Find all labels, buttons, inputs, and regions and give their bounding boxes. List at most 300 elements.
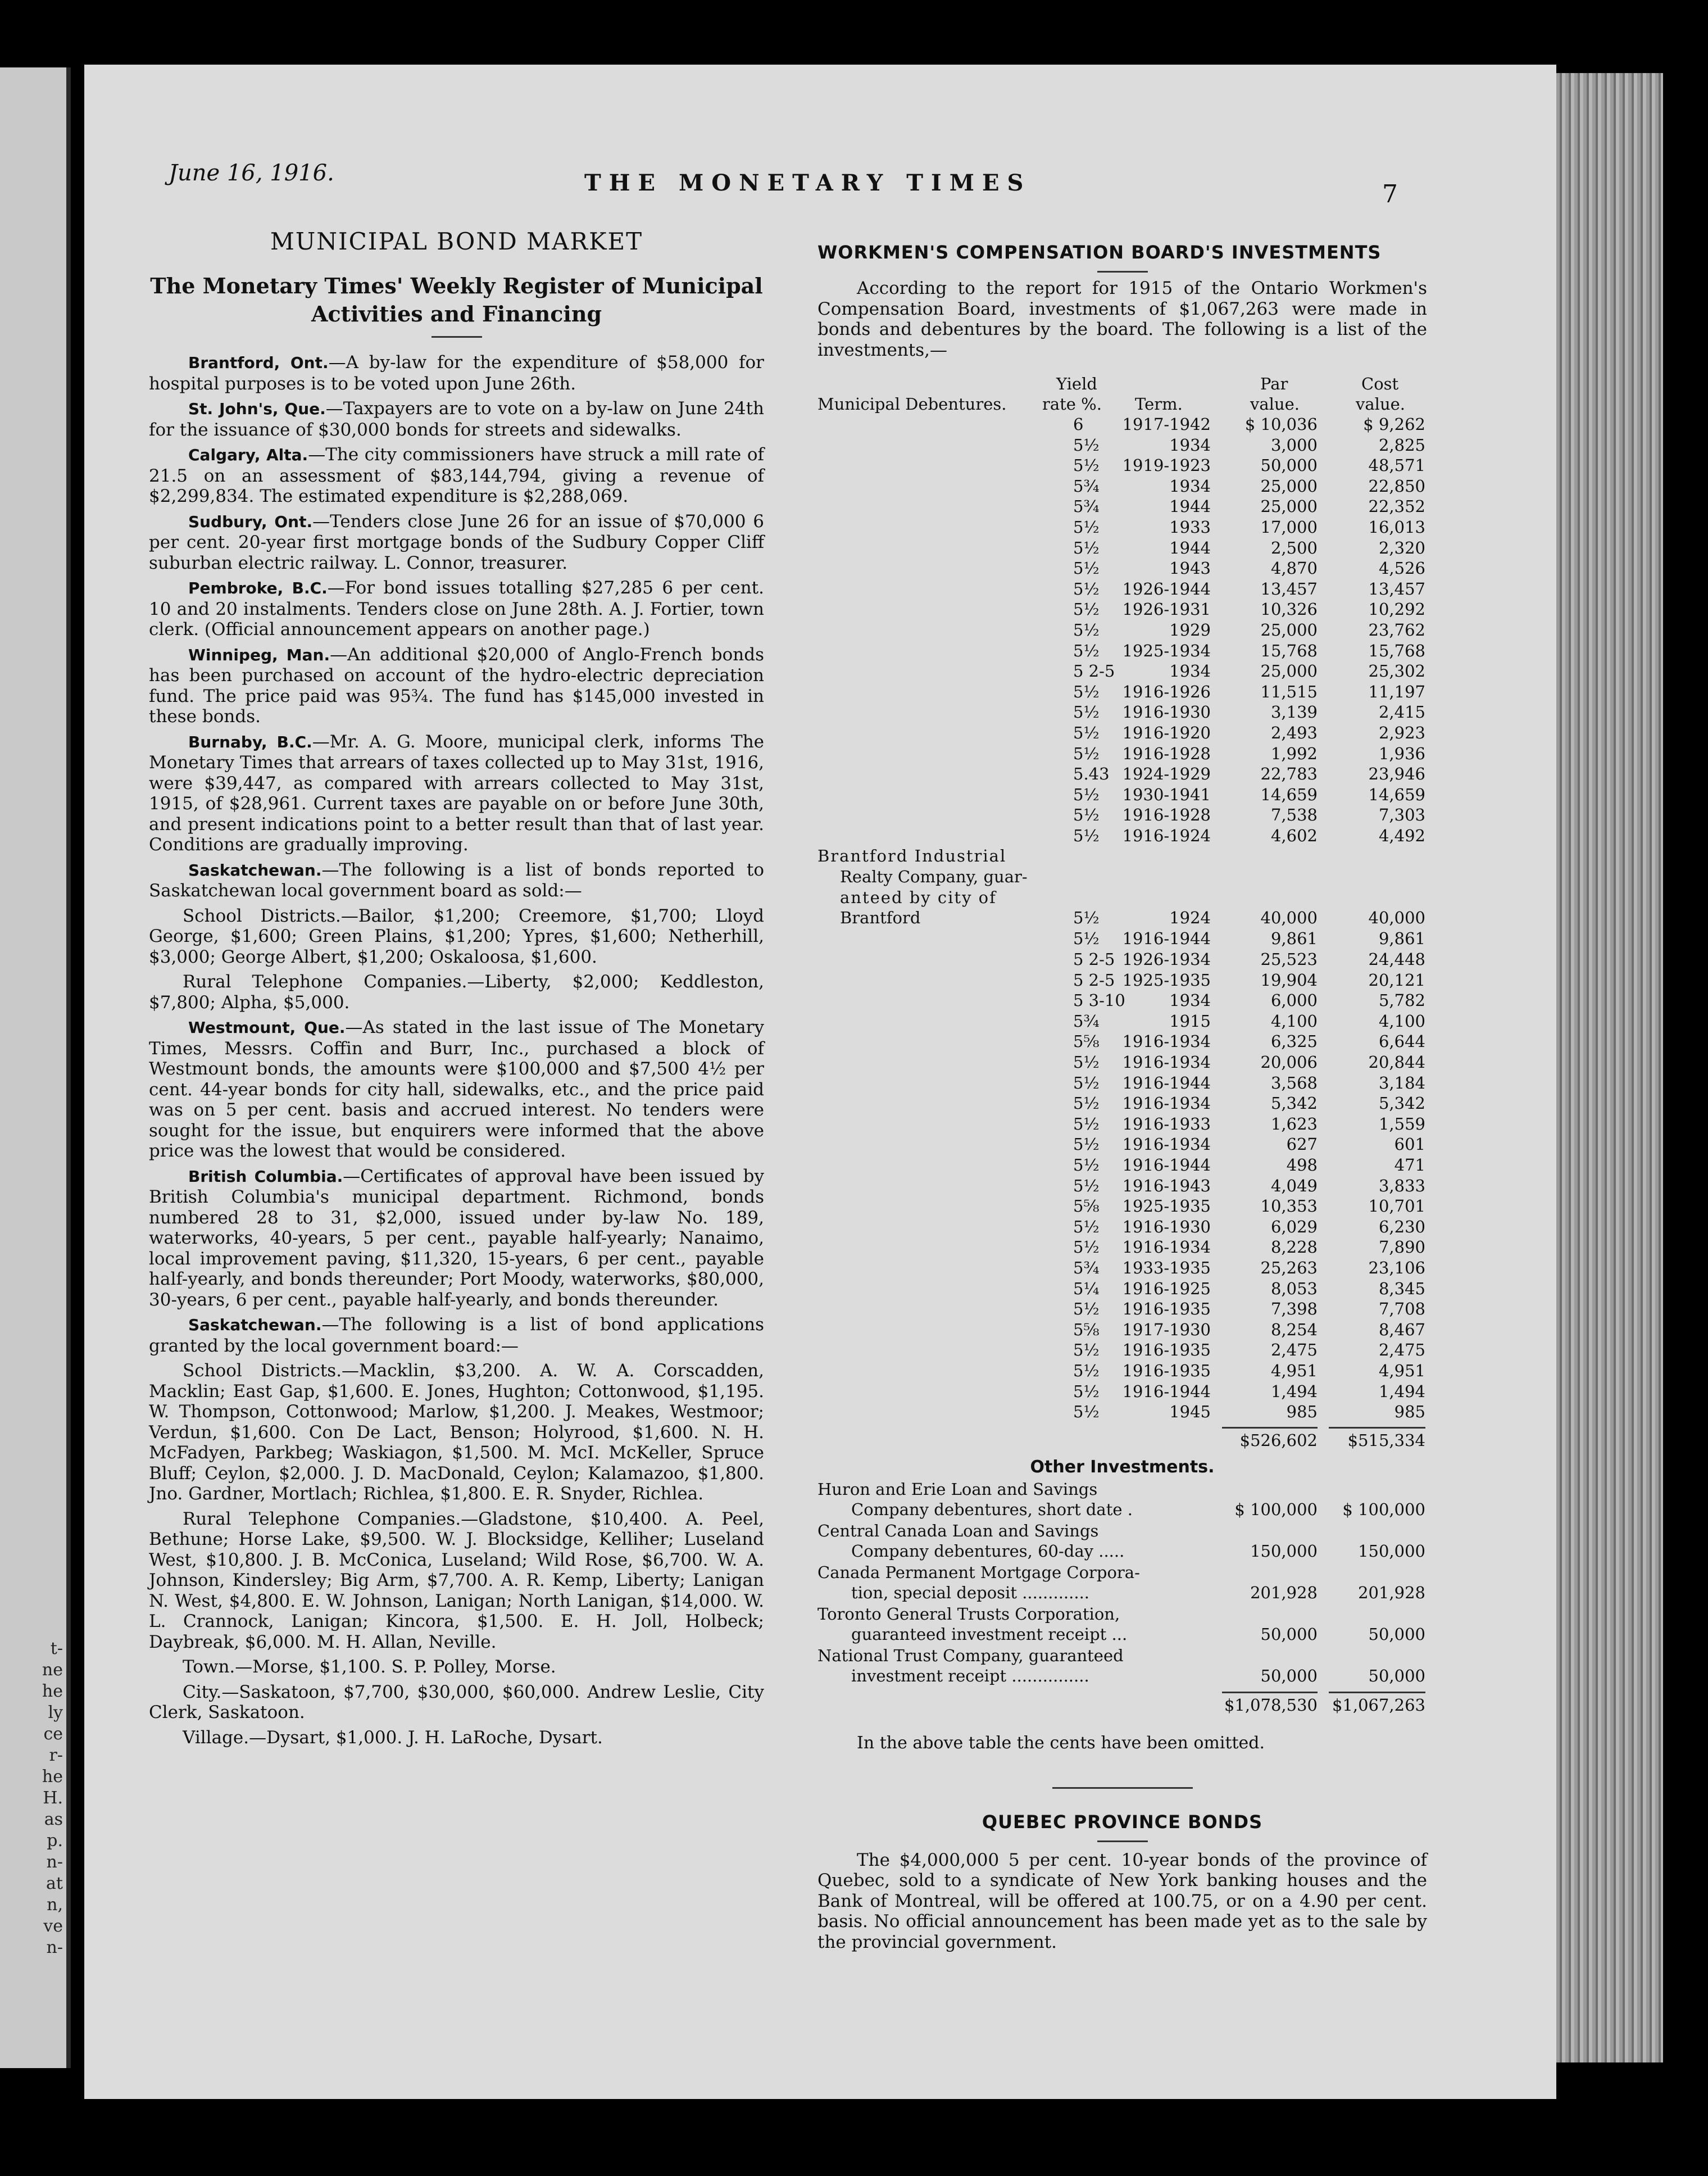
row-rate: 5½: [1073, 559, 1100, 578]
row-term: 1916-1934: [1122, 1032, 1211, 1051]
left-column: [149, 228, 764, 1752]
row-rate: 5¾: [1073, 497, 1100, 516]
row-par: 4,870: [1270, 559, 1318, 578]
row-rate: 5½: [1073, 1114, 1100, 1134]
table-row: [817, 1340, 1427, 1361]
item-text: —A by-law for the expenditure of $58,000 for hospital purposes is to be voted upon June 26th.: [149, 352, 764, 394]
row-par: 5,342: [1270, 1094, 1318, 1113]
margin-fragment: at: [46, 1874, 63, 1893]
table-body-continued: [817, 928, 1427, 1422]
row-cost: 23,946: [1368, 764, 1425, 784]
row-cost: 4,526: [1378, 559, 1425, 578]
row-term: 1916-1943: [1122, 1176, 1211, 1195]
row-term: 1933-1935: [1122, 1258, 1211, 1277]
row-term: 1926-1944: [1122, 579, 1211, 599]
row-cost: 3,184: [1378, 1073, 1425, 1092]
row-par: 3,568: [1270, 1073, 1318, 1092]
row-term: 1919-1923: [1122, 456, 1211, 475]
table-row: [817, 517, 1427, 538]
item-place: Winnipeg, Man.: [188, 645, 330, 664]
table-row: [817, 1258, 1427, 1279]
row-rate: 5½: [1073, 1340, 1100, 1360]
header-term: Term.: [1135, 395, 1183, 414]
item-text: —As stated in the last issue of The Monetary Times, Messrs. Coffin and Burr, Inc., purchased a block of Westmount bonds, the amounts were $100,000 and $7,500 4½ per cent. 44-year bonds for city hall, sidewalks, etc., and the price paid was on 5 per cent. basis and accrued interest. No tenders were sought for the issue, but enquirers were informed that the above price was the lowest that would be considered.: [149, 1017, 764, 1161]
row-term: 1916-1934: [1122, 1094, 1211, 1113]
margin-fragment: ve: [43, 1916, 63, 1936]
table-row: [817, 723, 1427, 744]
row-term: 1916-1935: [1122, 1340, 1211, 1360]
margin-fragment: ly: [48, 1703, 63, 1722]
row-rate: 5½: [1073, 1299, 1100, 1319]
other-investment-cost: 50,000: [1368, 1666, 1425, 1685]
other-investment-detail: tion, special deposit .............: [851, 1583, 1090, 1602]
row-term: 1916-1944: [1122, 1073, 1211, 1092]
row-term: 1944: [1169, 497, 1211, 516]
other-investment-par: 50,000: [1260, 1624, 1318, 1644]
header-cost: value.: [1356, 395, 1406, 414]
margin-fragment: as: [44, 1810, 63, 1829]
register-item: [149, 352, 764, 394]
row-rate: 5½: [1073, 1217, 1100, 1236]
row-cost: 985: [1394, 1402, 1425, 1422]
table-row: [817, 661, 1427, 682]
row-term: 1926-1931: [1122, 600, 1211, 619]
item-text: —Tenders close June 26 for an issue of $70,000 6 per cent. 20-year first mortgage bonds of the Sudbury Copper Cliff suburban electric railway. L. Connor, treasurer.: [149, 511, 765, 573]
register-item: [149, 1314, 764, 1356]
row-term: 1925-1935: [1122, 1196, 1211, 1216]
row-term: 1915: [1169, 1011, 1211, 1031]
other-investment-cost: 50,000: [1368, 1624, 1425, 1644]
row-rate: 5½: [1073, 641, 1100, 660]
row-rate: 5½: [1073, 744, 1100, 763]
row-par: 6,029: [1270, 1217, 1318, 1236]
item-place: Saskatchewan.: [188, 1316, 322, 1334]
table-row: [817, 476, 1427, 497]
item-place: Brantford, Ont.: [188, 353, 329, 372]
row-par: 10,326: [1260, 600, 1318, 619]
row-cost: 11,197: [1368, 682, 1425, 701]
row-term: 1916-1920: [1122, 723, 1211, 742]
row-cost: 5,782: [1378, 991, 1425, 1010]
register-item: [149, 732, 764, 855]
row-rate: 5½: [1073, 1176, 1100, 1195]
item-text: —The following is a list of bonds reported to Saskatchewan local government board as sold:—: [149, 859, 764, 901]
row-rate: 5½: [1073, 1381, 1100, 1401]
row-cost: 4,492: [1378, 826, 1425, 845]
table-row: [817, 538, 1427, 559]
section-subtitle: The Monetary Times' Weekly Register of Municipal Activities and Financing: [150, 273, 763, 327]
table-row: [817, 599, 1427, 620]
table-row: [817, 970, 1427, 991]
row-term: 1916-1926: [1122, 682, 1211, 701]
row-term: 1934: [1169, 476, 1211, 496]
total-rule: [1222, 1692, 1318, 1693]
margin-fragment: ne: [42, 1660, 63, 1680]
header-cost-top: Cost: [1361, 374, 1399, 393]
row-rate: 5½: [1073, 538, 1100, 557]
other-investment-par: 201,928: [1250, 1583, 1318, 1602]
row-cost: 4,951: [1378, 1361, 1425, 1380]
brantford-label-4: Brantford: [840, 908, 921, 928]
row-term: 1929: [1169, 620, 1211, 640]
header-yield-top: Yield: [1056, 374, 1097, 393]
brantford-rate: 5½: [1073, 908, 1100, 928]
quebec-text: The $4,000,000 5 per cent. 10-year bonds of the province of Quebec, sold to a syndicate of New York banking houses and the Bank of Montreal, will be offered at 100.75, or on a 4.90 per cent. basis. No official announcement has been made yet as to the sale by the provincial government.: [817, 1849, 1427, 1952]
row-term: 1916-1924: [1122, 826, 1211, 845]
table-row: [817, 1279, 1427, 1299]
other-investment-name: Toronto General Trusts Corporation,: [817, 1604, 1120, 1624]
row-term: 1934: [1169, 991, 1211, 1010]
row-par: 50,000: [1260, 456, 1318, 475]
other-investment-name: Central Canada Loan and Savings: [817, 1521, 1099, 1540]
other-investment: [817, 1521, 1427, 1562]
row-cost: 7,890: [1378, 1237, 1425, 1257]
other-investment: [817, 1479, 1427, 1521]
item-place: St. John's, Que.: [188, 400, 326, 418]
row-rate: 5½: [1073, 620, 1100, 640]
adjacent-page-edge: [0, 67, 71, 2068]
row-term: 1917-1942: [1122, 415, 1211, 434]
table-row: [817, 949, 1427, 970]
row-term: 1916-1934: [1122, 1053, 1211, 1072]
subtotal-par: $526,602: [1239, 1430, 1318, 1450]
row-term: 1916-1930: [1122, 1217, 1211, 1236]
other-investment-name: National Trust Company, guaranteed: [817, 1645, 1124, 1665]
row-cost: 13,457: [1368, 579, 1425, 599]
row-par: 25,000: [1260, 661, 1318, 681]
row-rate: 5⅝: [1073, 1320, 1100, 1339]
item-subentry: Rural Telephone Companies.—Gladstone, $10,400. A. Peel, Bethune; Horse Lake, $9,500. W. J. Blocksidge, Kelliher; Luseland West, $10,800. J. B. McConica, Luseland; Wild Rose, $6,700. W. A. Johnson, Kindersley; Big Arm, $7,700. A. R. Kemp, Liberty; Lanigan N. West, $4,800. E. W. Johnson, Lanigan; North Lanigan, $14,000. W. L. Crannock, Lanigan; Kincora, $1,500. E. H. Joll, Holbeck; Daybreak, $6,000. M. H. Allan, Neville.: [149, 1508, 764, 1652]
row-par: 985: [1286, 1402, 1318, 1422]
item-text: —The following is a list of bond applications granted by the local government board:—: [149, 1314, 764, 1356]
row-cost: 3,833: [1378, 1176, 1425, 1195]
other-investments-title: Other Investments.: [1030, 1457, 1215, 1477]
table-row: [817, 414, 1427, 435]
row-rate: 5¾: [1073, 1011, 1100, 1031]
item-subentry: Town.—Morse, $1,100. S. P. Polley, Morse.: [183, 1657, 556, 1677]
row-cost: 20,844: [1368, 1053, 1425, 1072]
row-par: 11,515: [1260, 682, 1318, 701]
table-row: [817, 1217, 1427, 1237]
table-row: [817, 1196, 1427, 1217]
row-rate: 5½: [1073, 1155, 1100, 1175]
table-row: [817, 826, 1427, 846]
row-rate: 6: [1073, 415, 1084, 434]
row-rate: 5¾: [1073, 1258, 1100, 1277]
row-cost: 22,352: [1368, 497, 1425, 516]
row-cost: 601: [1394, 1135, 1425, 1154]
item-place: British Columbia.: [188, 1167, 343, 1186]
row-term: 1916-1934: [1122, 1237, 1211, 1257]
row-rate: 5 3-10: [1073, 991, 1125, 1010]
row-term: 1943: [1169, 559, 1211, 578]
row-par: 6,325: [1270, 1032, 1318, 1051]
row-term: 1916-1934: [1122, 1135, 1211, 1154]
row-term: 1916-1935: [1122, 1299, 1211, 1319]
section-title: MUNICIPAL BOND MARKET: [270, 228, 643, 255]
row-cost: 1,559: [1378, 1114, 1425, 1134]
table-row: [817, 1320, 1427, 1340]
row-cost: 6,230: [1378, 1217, 1425, 1236]
row-par: 25,000: [1260, 497, 1318, 516]
row-par: 9,861: [1270, 929, 1318, 949]
other-investment-detail: investment receipt ...............: [851, 1666, 1089, 1685]
row-par: 7,538: [1270, 805, 1318, 825]
row-rate: 5½: [1073, 1361, 1100, 1380]
row-term: 1934: [1169, 435, 1211, 455]
row-cost: 4,100: [1378, 1011, 1425, 1031]
investments-table: [817, 374, 1427, 1719]
row-par: 8,053: [1270, 1279, 1318, 1298]
brantford-cost: 40,000: [1368, 908, 1425, 928]
header-par: value.: [1250, 395, 1300, 414]
subtotal-rule: [1222, 1427, 1318, 1429]
register-item: [149, 445, 764, 507]
publication-title: THE MONETARY TIMES: [584, 170, 1032, 196]
row-cost: 15,768: [1368, 641, 1425, 660]
table-row: [817, 1402, 1427, 1422]
row-par: 3,139: [1270, 702, 1318, 722]
row-rate: 5½: [1073, 702, 1100, 722]
table-body: [817, 414, 1427, 846]
table-row: [817, 558, 1427, 579]
row-par: 6,000: [1270, 991, 1318, 1010]
header-par-top: Par: [1260, 374, 1288, 393]
row-cost: 6,644: [1378, 1032, 1425, 1051]
row-term: 1924-1929: [1122, 764, 1211, 784]
row-cost: 20,121: [1368, 970, 1425, 990]
row-cost: 2,825: [1378, 435, 1425, 455]
table-row: [817, 1052, 1427, 1073]
row-rate: 5½: [1073, 456, 1100, 475]
row-rate: 5½: [1073, 785, 1100, 804]
row-cost: 5,342: [1378, 1094, 1425, 1113]
margin-fragment: ce: [43, 1724, 63, 1744]
row-par: 20,006: [1260, 1053, 1318, 1072]
row-term: 1930-1941: [1122, 785, 1211, 804]
table-row: [817, 990, 1427, 1011]
row-par: 15,768: [1260, 641, 1318, 660]
table-row: [817, 1237, 1427, 1258]
row-par: 8,254: [1270, 1320, 1318, 1339]
item-text: —For bond issues totalling $27,285 6 per cent. 10 and 20 instalments. Tenders close on June 28th. A. J. Fortier, town clerk. (Official announcement appears on another page.): [149, 578, 764, 640]
register-item: [149, 578, 764, 640]
row-rate: 5½: [1073, 1402, 1100, 1422]
margin-fragment: n-: [46, 1852, 63, 1872]
other-investment-cost: 201,928: [1358, 1583, 1425, 1602]
row-term: 1917-1930: [1122, 1320, 1211, 1339]
item-text: —Mr. A. G. Moore, municipal clerk, informs The Monetary Times that arrears of taxes collected up to May 31st, 1916, were $39,447, as compared with arrears collected to May 31st, 1915, of $28,961. Current taxes are payable on or before June 30th, and present indications point to a better result than that of last year. Conditions are gradually improving.: [149, 731, 764, 855]
row-term: 1916-1930: [1122, 702, 1211, 722]
row-par: 627: [1286, 1135, 1318, 1154]
divider: [1052, 1787, 1193, 1789]
item-text: —The city commissioners have struck a mill rate of 21.5 on an assessment of $83,144,794, giving a revenue of $2,299,834. The estimated expenditure is $2,288,069.: [149, 445, 764, 506]
other-investment-par: 150,000: [1250, 1541, 1318, 1561]
row-term: 1934: [1169, 661, 1211, 681]
table-row: [817, 1176, 1427, 1196]
row-par: 2,500: [1270, 538, 1318, 557]
item-place: Westmount, Que.: [188, 1018, 346, 1037]
total-rule: [1329, 1692, 1425, 1693]
table-row: [817, 1073, 1427, 1094]
table-row: [817, 1011, 1427, 1032]
row-rate: 5½: [1073, 682, 1100, 701]
row-rate: 5½: [1073, 1237, 1100, 1257]
row-rate: 5½: [1073, 826, 1100, 845]
other-investment-detail: guaranteed investment receipt ...: [851, 1624, 1128, 1644]
row-cost: 9,861: [1378, 929, 1425, 949]
row-cost: 7,708: [1378, 1299, 1425, 1319]
row-rate: 5½: [1073, 1073, 1100, 1092]
row-term: 1933: [1169, 517, 1211, 537]
investments-title: WORKMEN'S COMPENSATION BOARD'S INVESTMENTS: [817, 242, 1382, 263]
row-par: 25,000: [1260, 476, 1318, 496]
row-par: 13,457: [1260, 579, 1318, 599]
table-row: [817, 496, 1427, 517]
table-row: [817, 805, 1427, 826]
row-rate: 5 2-5: [1073, 661, 1115, 681]
row-term: 1916-1944: [1122, 1381, 1211, 1401]
margin-fragment: he: [42, 1767, 63, 1787]
table-row: [817, 702, 1427, 723]
item-subentry: School Districts.—Macklin, $3,200. A. W. A. Corscadden, Macklin; East Gap, $1,600. E. Jones, Hughton; Cottonwood, $1,195. W. Thompson, Cottonwood; Marlow, $1,200. J. Meakes, Westmoor; Verdun, $1,600. Con De Lact, Benson; Holyrood, $1,600. N. H. McFadyen, Parkbeg; Waskiagon, $1,500. M. McI. McKeller, Spruce Bluff; Ceylon, $2,000. J. D. MacDonald, Ceylon; Kalamazoo, $1,800. Jno. Gardner, Mortlach; Richlea, $1,800. E. R. Snyder, Richlea.: [149, 1361, 764, 1504]
row-par: $ 10,036: [1244, 415, 1318, 434]
table-row: [817, 1361, 1427, 1381]
row-cost: 22,850: [1368, 476, 1425, 496]
row-par: 14,659: [1260, 785, 1318, 804]
register-item: [149, 860, 764, 901]
margin-fragment: p.: [47, 1831, 63, 1851]
row-rate: 5½: [1073, 1053, 1100, 1072]
row-rate: 5½: [1073, 805, 1100, 825]
row-rate: 5 2-5: [1073, 970, 1115, 990]
table-note: In the above table the cents have been omitted.: [857, 1733, 1265, 1753]
subtotal-rule: [1329, 1427, 1425, 1429]
row-par: 25,000: [1260, 620, 1318, 640]
other-investment-detail: Company debentures, short date .: [851, 1499, 1133, 1519]
table-row: [817, 455, 1427, 476]
other-investment: [817, 1645, 1427, 1687]
subtotal-cost: $515,334: [1347, 1430, 1425, 1450]
item-place: Sudbury, Ont.: [188, 512, 313, 531]
row-rate: 5⅝: [1073, 1196, 1100, 1216]
header-name: Municipal Debentures.: [817, 395, 1007, 414]
margin-fragment: n,: [47, 1895, 63, 1915]
row-cost: 14,659: [1368, 785, 1425, 804]
table-row: [817, 1299, 1427, 1320]
divider: [1097, 271, 1148, 273]
row-cost: 10,701: [1368, 1196, 1425, 1216]
row-cost: 10,292: [1368, 600, 1425, 619]
row-cost: 2,415: [1378, 702, 1425, 722]
brantford-label-3: anteed by city of: [840, 887, 997, 907]
row-rate: 5½: [1073, 600, 1100, 619]
row-cost: 1,936: [1378, 744, 1425, 763]
row-par: 7,398: [1270, 1299, 1318, 1319]
table-header: [817, 374, 1427, 414]
table-row: [817, 641, 1427, 661]
table-row: [817, 1134, 1427, 1155]
table-row: [817, 1155, 1427, 1176]
row-par: 10,353: [1260, 1196, 1318, 1216]
brantford-entry: [817, 846, 1427, 928]
item-subentry: School Districts.—Bailor, $1,200; Creemore, $1,700; Lloyd George, $1,600; Green Plains, $1,200; Ypres, $1,600; Netherhill, $3,000; George Albert, $1,200; Oskaloosa, $1,600.: [149, 905, 764, 967]
row-term: 1925-1934: [1122, 641, 1211, 660]
brantford-label-2: Realty Company, guar-: [840, 867, 1028, 887]
row-cost: 23,762: [1368, 620, 1425, 640]
item-place: Calgary, Alta.: [188, 446, 308, 464]
row-par: 8,228: [1270, 1237, 1318, 1257]
page-stack-edge: [1556, 73, 1663, 2062]
row-par: 4,049: [1270, 1176, 1318, 1195]
row-cost: 2,475: [1378, 1340, 1425, 1360]
register-item: [149, 1017, 764, 1162]
table-row: [817, 785, 1427, 805]
other-investments: [817, 1479, 1427, 1687]
table-row: [817, 928, 1427, 949]
margin-fragment: he: [42, 1681, 63, 1701]
right-column: [817, 242, 1427, 1955]
brantford-label-1: Brantford Industrial: [817, 846, 1007, 866]
item-text: —An additional $20,000 of Anglo-French bonds has been purchased on account of the hydro-electric depreciation fund. The price paid was 95¾. The fund has $145,000 invested in these bonds.: [149, 644, 764, 727]
row-cost: $ 9,262: [1363, 415, 1425, 434]
row-cost: 2,923: [1378, 723, 1425, 742]
table-row: [817, 579, 1427, 600]
row-rate: 5.43: [1073, 764, 1110, 784]
other-investment-cost: $ 100,000: [1342, 1499, 1425, 1519]
total-cost: $1,067,263: [1332, 1695, 1425, 1715]
row-cost: 7,303: [1378, 805, 1425, 825]
register-item: [149, 398, 764, 440]
row-cost: 23,106: [1368, 1258, 1425, 1277]
row-rate: 5½: [1073, 723, 1100, 742]
row-rate: 5½: [1073, 579, 1100, 599]
table-row: [817, 1031, 1427, 1052]
margin-fragment: n-: [46, 1938, 63, 1957]
table-row: [817, 764, 1427, 785]
row-cost: 25,302: [1368, 661, 1425, 681]
divider: [1097, 1840, 1148, 1842]
row-cost: 471: [1394, 1155, 1425, 1175]
row-par: 1,494: [1270, 1381, 1318, 1401]
item-place: Saskatchewan.: [188, 860, 322, 880]
row-par: 4,100: [1270, 1011, 1318, 1031]
register-item: [149, 1166, 764, 1311]
row-cost: 16,013: [1368, 517, 1425, 537]
row-term: 1945: [1169, 1402, 1211, 1422]
other-investment-name: Canada Permanent Mortgage Corpora-: [817, 1562, 1140, 1582]
brantford-term: 1924: [1169, 908, 1211, 928]
row-term: 1926-1934: [1122, 950, 1211, 969]
other-investment-name: Huron and Erie Loan and Savings: [817, 1479, 1098, 1499]
row-rate: 5⅝: [1073, 1032, 1100, 1051]
total-par: $1,078,530: [1224, 1695, 1318, 1715]
row-cost: 2,320: [1378, 538, 1425, 557]
row-cost: 1,494: [1378, 1381, 1425, 1401]
item-text: —Certificates of approval have been issued by British Columbia's municipal department. Richmond, bonds numbered 28 to 31, $2,000, issued under by-law No. 189, waterworks, 40-years, 5 per cent., payable half-yearly; Nanaimo, local improvement paving, $11,320, 15-years, 6 per cent., payable half-yearly, and bonds thereunder; Port Moody, waterworks, $80,000, 30-years, 6 per cent., payable half-yearly, and bonds thereunder.: [149, 1166, 764, 1310]
row-term: 1916-1928: [1122, 805, 1211, 825]
row-rate: 5¾: [1073, 476, 1100, 496]
margin-fragment: r-: [49, 1746, 63, 1765]
page-date: June 16, 1916.: [169, 160, 334, 186]
item-place: Pembroke, B.C.: [188, 579, 328, 597]
margin-fragment: t-: [50, 1639, 63, 1658]
register-items: [149, 352, 764, 1748]
row-rate: 5½: [1073, 517, 1100, 537]
row-term: 1916-1935: [1122, 1361, 1211, 1380]
row-cost: 24,448: [1368, 950, 1425, 969]
row-term: 1925-1935: [1122, 970, 1211, 990]
